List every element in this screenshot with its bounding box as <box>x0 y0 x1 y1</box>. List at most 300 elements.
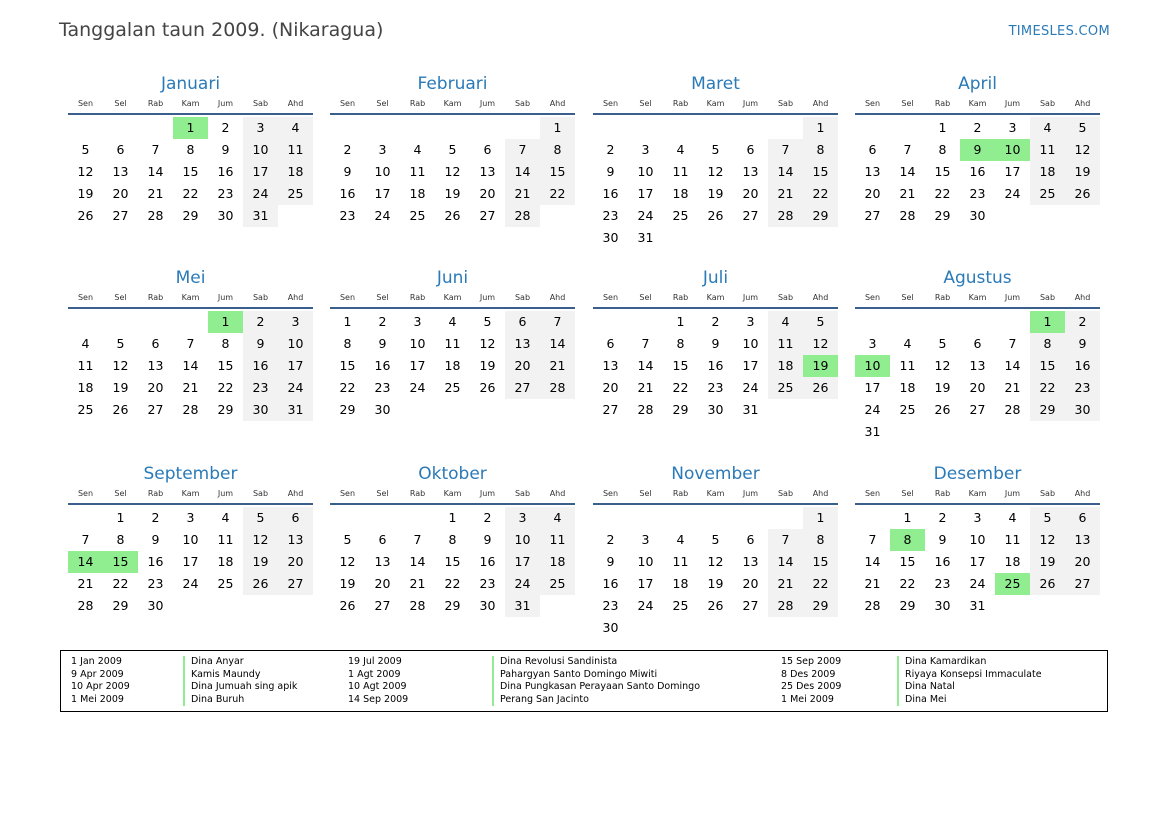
empty-cell <box>890 117 925 139</box>
day-cell: 19 <box>243 551 278 573</box>
weekday-label: Kam <box>706 489 725 498</box>
day-cell: 26 <box>339 598 356 613</box>
weekday-label: Sab <box>252 99 269 108</box>
day-cell: 2 <box>606 142 615 157</box>
day-cell: 24 <box>374 208 391 223</box>
month-name: April <box>958 74 997 94</box>
empty-cell <box>138 311 173 333</box>
month-divider <box>593 503 838 505</box>
day-cell: 6 <box>483 142 492 157</box>
weekday-label: Sel <box>639 293 652 302</box>
day-cell: 2 <box>151 510 160 525</box>
day-cell: 16 <box>243 355 278 377</box>
weekday-label: Sel <box>901 99 914 108</box>
empty-cell <box>330 507 365 529</box>
day-cell: 16 <box>969 164 986 179</box>
month-name: Juli <box>702 268 729 288</box>
day-cell: 12 <box>339 554 356 569</box>
day-cell: 30 <box>479 598 496 613</box>
day-cell: 27 <box>1065 573 1100 595</box>
day-cell: 23 <box>602 208 619 223</box>
legend-date: 1 Mei 2009 <box>781 693 834 705</box>
day-cell: 17 <box>864 380 881 395</box>
day-cell: 28 <box>147 208 164 223</box>
day-cell: 7 <box>768 139 803 161</box>
day-cell: 28 <box>182 402 199 417</box>
weekday-label: Ahd <box>1074 293 1091 302</box>
weekday-label: Ahd <box>812 293 829 302</box>
day-cell: 12 <box>1065 139 1100 161</box>
legend-holiday-name: Dina Kamardikan <box>897 656 986 669</box>
empty-cell <box>698 507 733 529</box>
legend-holiday-name: Pahargyan Santo Domingo Miwiti <box>492 669 657 682</box>
empty-cell <box>733 507 768 529</box>
day-cell: 26 <box>112 402 129 417</box>
day-cell: 14 <box>147 164 164 179</box>
empty-cell <box>628 311 663 333</box>
legend-holiday-name: Dina Anyar <box>183 656 244 669</box>
legend-holiday-name: Dina Buruh <box>183 694 244 707</box>
day-cell: 21 <box>409 576 426 591</box>
day-cell: 30 <box>602 230 619 245</box>
day-cell: 1 <box>343 314 352 329</box>
weekday-label: Sen <box>339 489 356 498</box>
day-cell: 25 <box>899 402 916 417</box>
day-cell: 30 <box>934 598 951 613</box>
day-cell: 7 <box>903 142 912 157</box>
day-cell: 6 <box>116 142 125 157</box>
legend-holiday-name: Dina Pungkasan Perayaan Santo Domingo <box>492 681 700 694</box>
day-cell: 10 <box>182 532 199 547</box>
legend-holiday-name: Dina Mei <box>897 694 947 707</box>
month-september <box>68 463 313 617</box>
day-cell: 7 <box>1008 336 1017 351</box>
weekday-label: Sen <box>864 293 881 302</box>
day-cell: 7 <box>641 336 650 351</box>
day-cell: 3 <box>505 507 540 529</box>
day-cell: 27 <box>479 208 496 223</box>
day-cell: 7 <box>868 532 877 547</box>
day-cell: 1 <box>803 117 838 139</box>
weekday-header <box>855 99 1100 109</box>
weekday-label: Sab <box>1039 99 1056 108</box>
day-cell: 15 <box>934 164 951 179</box>
month-name: Agustus <box>943 268 1012 288</box>
empty-cell <box>890 311 925 333</box>
site-link[interactable]: TIMESLES.COM <box>1008 24 1110 39</box>
day-grid <box>855 117 1100 227</box>
holiday-day-cell: 10 <box>995 139 1030 161</box>
month-februari <box>330 73 575 227</box>
day-cell: 17 <box>637 186 654 201</box>
day-cell: 24 <box>278 377 313 399</box>
day-cell: 30 <box>243 399 278 421</box>
legend-date: 1 Jan 2009 <box>71 656 122 667</box>
day-cell: 9 <box>711 336 720 351</box>
day-cell: 31 <box>243 205 278 227</box>
day-cell: 5 <box>448 142 457 157</box>
day-cell: 2 <box>243 311 278 333</box>
month-maret <box>593 73 838 249</box>
day-cell: 15 <box>182 164 199 179</box>
day-cell: 25 <box>672 208 689 223</box>
day-cell: 20 <box>969 380 986 395</box>
day-cell: 8 <box>186 142 195 157</box>
day-cell: 13 <box>742 554 759 569</box>
day-cell: 22 <box>803 573 838 595</box>
day-cell: 11 <box>409 164 426 179</box>
weekday-header <box>68 99 313 109</box>
day-cell: 14 <box>864 554 881 569</box>
day-grid <box>593 507 838 639</box>
weekday-label: Kam <box>968 293 987 302</box>
day-cell: 14 <box>637 358 654 373</box>
day-cell: 1 <box>540 117 575 139</box>
day-cell: 27 <box>505 377 540 399</box>
day-cell: 26 <box>444 208 461 223</box>
legend-date: 8 Des 2009 <box>781 668 836 680</box>
day-cell: 11 <box>672 554 689 569</box>
day-cell: 22 <box>672 380 689 395</box>
weekday-label: Jum <box>742 99 759 108</box>
weekday-header <box>855 293 1100 303</box>
day-cell: 21 <box>864 576 881 591</box>
month-divider <box>68 503 313 505</box>
month-name: Maret <box>691 74 740 94</box>
holiday-day-cell: 25 <box>995 573 1030 595</box>
weekday-label: Kam <box>968 99 987 108</box>
day-cell: 27 <box>742 208 759 223</box>
day-cell: 20 <box>278 551 313 573</box>
weekday-label: Sen <box>864 489 881 498</box>
day-cell: 1 <box>938 120 947 135</box>
day-cell: 4 <box>448 314 457 329</box>
day-cell: 9 <box>151 532 160 547</box>
legend-holiday-name: Dina Natal <box>897 681 955 694</box>
weekday-header <box>855 489 1100 499</box>
day-cell: 16 <box>339 186 356 201</box>
day-cell: 20 <box>479 186 496 201</box>
day-cell: 24 <box>637 598 654 613</box>
day-cell: 22 <box>1030 377 1065 399</box>
empty-cell <box>103 117 138 139</box>
day-cell: 24 <box>969 576 986 591</box>
day-cell: 9 <box>606 554 615 569</box>
day-cell: 30 <box>217 208 234 223</box>
day-cell: 10 <box>278 333 313 355</box>
month-divider <box>855 113 1100 115</box>
weekday-label: Sab <box>777 489 794 498</box>
weekday-label: Sel <box>901 293 914 302</box>
weekday-label: Sel <box>114 489 127 498</box>
month-juli <box>593 267 838 421</box>
day-cell: 17 <box>637 576 654 591</box>
month-november <box>593 463 838 639</box>
day-cell: 12 <box>77 164 94 179</box>
day-cell: 14 <box>1004 358 1021 373</box>
weekday-header <box>68 489 313 499</box>
day-cell: 29 <box>803 595 838 617</box>
weekday-label: Sab <box>514 293 531 302</box>
day-cell: 28 <box>899 208 916 223</box>
day-cell: 7 <box>413 532 422 547</box>
day-cell: 12 <box>479 336 496 351</box>
day-cell: 6 <box>746 532 755 547</box>
weekday-header <box>68 293 313 303</box>
month-name: September <box>143 464 238 484</box>
day-cell: 18 <box>217 554 234 569</box>
day-cell: 25 <box>217 576 234 591</box>
day-cell: 12 <box>803 333 838 355</box>
day-cell: 4 <box>1030 117 1065 139</box>
day-cell: 22 <box>540 183 575 205</box>
day-cell: 24 <box>742 380 759 395</box>
day-cell: 31 <box>505 595 540 617</box>
weekday-label: Sen <box>602 99 619 108</box>
day-cell: 20 <box>864 186 881 201</box>
day-cell: 22 <box>112 576 129 591</box>
day-cell: 10 <box>243 139 278 161</box>
day-cell: 28 <box>768 205 803 227</box>
legend-date: 1 Agt 2009 <box>348 668 401 680</box>
empty-cell <box>470 117 505 139</box>
day-cell: 25 <box>278 183 313 205</box>
empty-cell <box>628 117 663 139</box>
day-cell: 2 <box>221 120 230 135</box>
day-cell: 19 <box>934 380 951 395</box>
day-cell: 4 <box>676 142 685 157</box>
day-cell: 19 <box>444 186 461 201</box>
day-cell: 10 <box>742 336 759 351</box>
day-cell: 22 <box>339 380 356 395</box>
holiday-day-cell: 19 <box>803 355 838 377</box>
weekday-label: Sen <box>77 293 94 302</box>
day-cell: 5 <box>81 142 90 157</box>
empty-cell <box>995 311 1030 333</box>
day-cell: 11 <box>899 358 916 373</box>
day-cell: 25 <box>672 598 689 613</box>
day-cell: 23 <box>243 377 278 399</box>
day-grid <box>330 117 575 227</box>
day-cell: 16 <box>374 358 391 373</box>
empty-cell <box>593 507 628 529</box>
month-name: Oktober <box>418 464 487 484</box>
empty-cell <box>400 507 435 529</box>
day-cell: 25 <box>444 380 461 395</box>
month-divider <box>330 307 575 309</box>
empty-cell <box>505 117 540 139</box>
day-cell: 4 <box>768 311 803 333</box>
month-name: Juni <box>436 268 469 288</box>
weekday-label: Sel <box>901 489 914 498</box>
day-cell: 4 <box>221 510 230 525</box>
weekday-label: Jum <box>1004 489 1021 498</box>
weekday-label: Rab <box>409 489 426 498</box>
day-cell: 28 <box>1004 402 1021 417</box>
holiday-day-cell: 1 <box>208 311 243 333</box>
day-cell: 28 <box>409 598 426 613</box>
weekday-label: Sen <box>77 489 94 498</box>
empty-cell <box>103 311 138 333</box>
day-cell: 12 <box>707 554 724 569</box>
day-cell: 3 <box>868 336 877 351</box>
day-cell: 18 <box>1004 554 1021 569</box>
day-cell: 29 <box>934 208 951 223</box>
day-cell: 22 <box>444 576 461 591</box>
day-cell: 26 <box>707 208 724 223</box>
day-cell: 26 <box>934 402 951 417</box>
weekday-label: Sen <box>339 293 356 302</box>
day-cell: 9 <box>483 532 492 547</box>
day-cell: 11 <box>540 529 575 551</box>
weekday-label: Jum <box>742 293 759 302</box>
day-cell: 4 <box>540 507 575 529</box>
day-cell: 6 <box>151 336 160 351</box>
empty-cell <box>855 311 890 333</box>
day-cell: 3 <box>186 510 195 525</box>
day-cell: 2 <box>1065 311 1100 333</box>
day-cell: 15 <box>217 358 234 373</box>
day-cell: 16 <box>1065 355 1100 377</box>
day-cell: 18 <box>278 161 313 183</box>
day-grid <box>855 507 1100 617</box>
day-cell: 1 <box>448 510 457 525</box>
day-cell: 27 <box>112 208 129 223</box>
day-cell: 24 <box>1004 186 1021 201</box>
weekday-label: Ahd <box>1074 489 1091 498</box>
day-cell: 31 <box>278 399 313 421</box>
legend-date: 19 Jul 2009 <box>348 656 402 667</box>
day-cell: 28 <box>637 402 654 417</box>
day-cell: 14 <box>409 554 426 569</box>
empty-cell <box>925 311 960 333</box>
day-grid <box>330 507 575 617</box>
day-cell: 17 <box>1004 164 1021 179</box>
day-grid <box>68 311 313 421</box>
day-cell: 14 <box>768 551 803 573</box>
day-cell: 6 <box>973 336 982 351</box>
day-cell: 30 <box>969 208 986 223</box>
weekday-label: Kam <box>181 293 200 302</box>
weekday-label: Ahd <box>287 489 304 498</box>
day-cell: 23 <box>707 380 724 395</box>
day-cell: 19 <box>339 576 356 591</box>
day-cell: 13 <box>864 164 881 179</box>
day-cell: 16 <box>217 164 234 179</box>
day-cell: 2 <box>606 532 615 547</box>
day-cell: 5 <box>711 532 720 547</box>
day-cell: 29 <box>182 208 199 223</box>
empty-cell <box>68 507 103 529</box>
day-cell: 29 <box>112 598 129 613</box>
weekday-label: Sel <box>376 99 389 108</box>
day-cell: 12 <box>1030 529 1065 551</box>
holiday-day-cell: 1 <box>1030 311 1065 333</box>
legend-date: 14 Sep 2009 <box>348 693 409 705</box>
day-cell: 22 <box>182 186 199 201</box>
day-cell: 30 <box>1065 399 1100 421</box>
weekday-label: Sen <box>339 99 356 108</box>
day-cell: 6 <box>868 142 877 157</box>
weekday-label: Ahd <box>1074 99 1091 108</box>
weekday-label: Sab <box>252 293 269 302</box>
day-cell: 13 <box>505 333 540 355</box>
day-cell: 13 <box>374 554 391 569</box>
weekday-label: Rab <box>409 293 426 302</box>
day-cell: 24 <box>505 573 540 595</box>
holiday-day-cell: 15 <box>103 551 138 573</box>
day-cell: 21 <box>540 355 575 377</box>
day-cell: 7 <box>768 529 803 551</box>
day-cell: 21 <box>768 183 803 205</box>
day-cell: 18 <box>672 576 689 591</box>
weekday-label: Sen <box>602 489 619 498</box>
month-name: November <box>671 464 760 484</box>
day-cell: 3 <box>641 532 650 547</box>
day-cell: 5 <box>803 311 838 333</box>
day-cell: 8 <box>116 532 125 547</box>
day-cell: 11 <box>217 532 234 547</box>
day-cell: 27 <box>374 598 391 613</box>
month-oktober <box>330 463 575 617</box>
weekday-label: Jum <box>479 99 496 108</box>
day-cell: 4 <box>903 336 912 351</box>
day-cell: 20 <box>602 380 619 395</box>
day-cell: 23 <box>1065 377 1100 399</box>
day-cell: 31 <box>742 402 759 417</box>
empty-cell <box>400 117 435 139</box>
day-cell: 10 <box>374 164 391 179</box>
day-cell: 11 <box>1004 532 1021 547</box>
day-cell: 7 <box>151 142 160 157</box>
month-januari <box>68 73 313 227</box>
weekday-label: Jum <box>217 293 234 302</box>
day-cell: 21 <box>899 186 916 201</box>
weekday-header <box>593 99 838 109</box>
day-grid <box>68 117 313 227</box>
day-cell: 30 <box>707 402 724 417</box>
holiday-day-cell: 14 <box>68 551 103 573</box>
day-cell: 23 <box>479 576 496 591</box>
weekday-label: Sel <box>639 99 652 108</box>
legend-holiday-name: Dina Jumuah sing apik <box>183 681 297 694</box>
empty-cell <box>628 507 663 529</box>
day-cell: 8 <box>803 139 838 161</box>
day-cell: 24 <box>182 576 199 591</box>
weekday-label: Ahd <box>287 99 304 108</box>
day-cell: 22 <box>803 183 838 205</box>
month-divider <box>593 307 838 309</box>
day-cell: 4 <box>1008 510 1017 525</box>
day-cell: 30 <box>147 598 164 613</box>
day-cell: 19 <box>112 380 129 395</box>
weekday-label: Sel <box>114 293 127 302</box>
day-cell: 15 <box>672 358 689 373</box>
day-cell: 20 <box>374 576 391 591</box>
weekday-label: Ahd <box>549 293 566 302</box>
day-cell: 20 <box>505 355 540 377</box>
legend-date: 1 Mei 2009 <box>71 693 124 705</box>
day-cell: 8 <box>676 336 685 351</box>
day-cell: 20 <box>742 186 759 201</box>
empty-cell <box>68 311 103 333</box>
weekday-label: Sen <box>602 293 619 302</box>
day-cell: 31 <box>969 598 986 613</box>
day-cell: 4 <box>81 336 90 351</box>
weekday-label: Sel <box>114 99 127 108</box>
day-cell: 2 <box>483 510 492 525</box>
weekday-label: Rab <box>934 489 951 498</box>
